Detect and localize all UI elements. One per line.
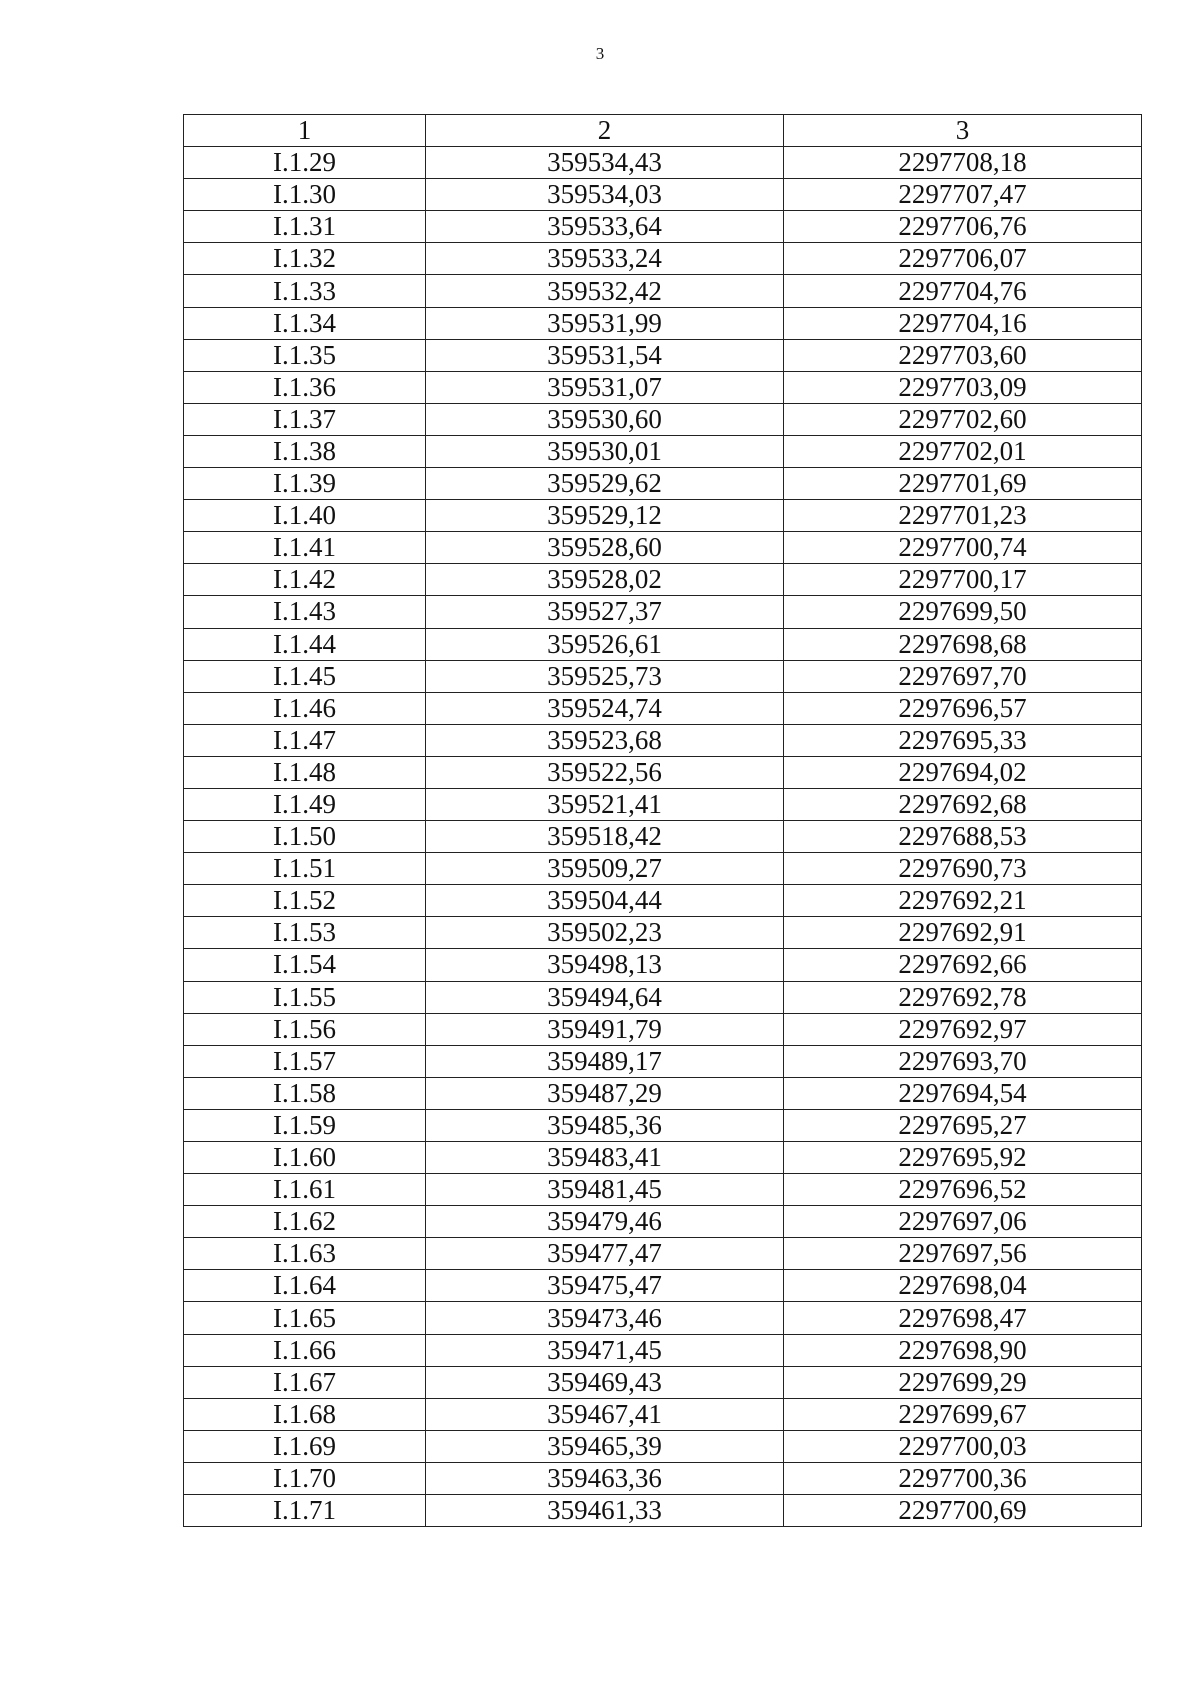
x-coordinate-cell: 359465,39 xyxy=(426,1430,784,1462)
y-coordinate-cell: 2297695,92 xyxy=(784,1142,1142,1174)
point-id-cell: I.1.69 xyxy=(184,1430,426,1462)
column-header-3: 3 xyxy=(784,115,1142,147)
point-id-cell: I.1.43 xyxy=(184,596,426,628)
y-coordinate-cell: 2297702,60 xyxy=(784,403,1142,435)
table-row xyxy=(184,724,1142,756)
point-id-cell: I.1.34 xyxy=(184,307,426,339)
x-coordinate-cell: 359502,23 xyxy=(426,917,784,949)
x-coordinate-cell: 359471,45 xyxy=(426,1334,784,1366)
x-coordinate-cell: 359525,73 xyxy=(426,660,784,692)
y-coordinate-cell: 2297702,01 xyxy=(784,435,1142,467)
table-row xyxy=(184,756,1142,788)
y-coordinate-cell: 2297698,68 xyxy=(784,628,1142,660)
table-row xyxy=(184,1334,1142,1366)
y-coordinate-cell: 2297698,90 xyxy=(784,1334,1142,1366)
table-row xyxy=(184,1142,1142,1174)
x-coordinate-cell: 359534,43 xyxy=(426,147,784,179)
point-id-cell: I.1.62 xyxy=(184,1206,426,1238)
y-coordinate-cell: 2297697,06 xyxy=(784,1206,1142,1238)
point-id-cell: I.1.42 xyxy=(184,564,426,596)
table-row xyxy=(184,1366,1142,1398)
y-coordinate-cell: 2297699,67 xyxy=(784,1398,1142,1430)
y-coordinate-cell: 2297700,74 xyxy=(784,532,1142,564)
table-row xyxy=(184,1430,1142,1462)
point-id-cell: I.1.48 xyxy=(184,756,426,788)
point-id-cell: I.1.50 xyxy=(184,821,426,853)
point-id-cell: I.1.33 xyxy=(184,275,426,307)
table-row xyxy=(184,660,1142,692)
y-coordinate-cell: 2297699,50 xyxy=(784,596,1142,628)
point-id-cell: I.1.49 xyxy=(184,788,426,820)
table-row xyxy=(184,1495,1142,1527)
table-row xyxy=(184,885,1142,917)
x-coordinate-cell: 359533,64 xyxy=(426,211,784,243)
y-coordinate-cell: 2297696,57 xyxy=(784,692,1142,724)
point-id-cell: I.1.40 xyxy=(184,500,426,532)
x-coordinate-cell: 359526,61 xyxy=(426,628,784,660)
table-row xyxy=(184,692,1142,724)
table-row xyxy=(184,1238,1142,1270)
x-coordinate-cell: 359504,44 xyxy=(426,885,784,917)
y-coordinate-cell: 2297696,52 xyxy=(784,1174,1142,1206)
table-row xyxy=(184,403,1142,435)
x-coordinate-cell: 359524,74 xyxy=(426,692,784,724)
table-row xyxy=(184,1045,1142,1077)
x-coordinate-cell: 359463,36 xyxy=(426,1462,784,1494)
table-row xyxy=(184,211,1142,243)
y-coordinate-cell: 2297706,76 xyxy=(784,211,1142,243)
table-row xyxy=(184,628,1142,660)
x-coordinate-cell: 359483,41 xyxy=(426,1142,784,1174)
point-id-cell: I.1.31 xyxy=(184,211,426,243)
point-id-cell: I.1.55 xyxy=(184,981,426,1013)
x-coordinate-cell: 359533,24 xyxy=(426,243,784,275)
table-row xyxy=(184,564,1142,596)
table-row xyxy=(184,179,1142,211)
y-coordinate-cell: 2297692,68 xyxy=(784,788,1142,820)
table-header-row xyxy=(184,115,1142,147)
y-coordinate-cell: 2297692,97 xyxy=(784,1013,1142,1045)
table-row xyxy=(184,1398,1142,1430)
point-id-cell: I.1.38 xyxy=(184,435,426,467)
x-coordinate-cell: 359487,29 xyxy=(426,1077,784,1109)
y-coordinate-cell: 2297692,91 xyxy=(784,917,1142,949)
x-coordinate-cell: 359469,43 xyxy=(426,1366,784,1398)
table-row xyxy=(184,339,1142,371)
point-id-cell: I.1.66 xyxy=(184,1334,426,1366)
x-coordinate-cell: 359491,79 xyxy=(426,1013,784,1045)
x-coordinate-cell: 359528,60 xyxy=(426,532,784,564)
point-id-cell: I.1.56 xyxy=(184,1013,426,1045)
table-row xyxy=(184,532,1142,564)
point-id-cell: I.1.63 xyxy=(184,1238,426,1270)
point-id-cell: I.1.64 xyxy=(184,1270,426,1302)
point-id-cell: I.1.45 xyxy=(184,660,426,692)
point-id-cell: I.1.44 xyxy=(184,628,426,660)
y-coordinate-cell: 2297697,56 xyxy=(784,1238,1142,1270)
x-coordinate-cell: 359477,47 xyxy=(426,1238,784,1270)
x-coordinate-cell: 359531,54 xyxy=(426,339,784,371)
table-row xyxy=(184,371,1142,403)
x-coordinate-cell: 359532,42 xyxy=(426,275,784,307)
x-coordinate-cell: 359530,60 xyxy=(426,403,784,435)
table-row xyxy=(184,981,1142,1013)
x-coordinate-cell: 359473,46 xyxy=(426,1302,784,1334)
table-row xyxy=(184,147,1142,179)
point-id-cell: I.1.71 xyxy=(184,1495,426,1527)
point-id-cell: I.1.70 xyxy=(184,1462,426,1494)
page-number: 3 xyxy=(595,44,605,63)
x-coordinate-cell: 359494,64 xyxy=(426,981,784,1013)
point-id-cell: I.1.59 xyxy=(184,1109,426,1141)
table-row xyxy=(184,1462,1142,1494)
x-coordinate-cell: 359518,42 xyxy=(426,821,784,853)
point-id-cell: I.1.39 xyxy=(184,468,426,500)
point-id-cell: I.1.46 xyxy=(184,692,426,724)
x-coordinate-cell: 359479,46 xyxy=(426,1206,784,1238)
y-coordinate-cell: 2297701,23 xyxy=(784,500,1142,532)
y-coordinate-cell: 2297692,21 xyxy=(784,885,1142,917)
table-row xyxy=(184,307,1142,339)
table-row xyxy=(184,1077,1142,1109)
y-coordinate-cell: 2297700,69 xyxy=(784,1495,1142,1527)
point-id-cell: I.1.57 xyxy=(184,1045,426,1077)
y-coordinate-cell: 2297690,73 xyxy=(784,853,1142,885)
y-coordinate-cell: 2297688,53 xyxy=(784,821,1142,853)
x-coordinate-cell: 359461,33 xyxy=(426,1495,784,1527)
table-row xyxy=(184,435,1142,467)
table-row xyxy=(184,1206,1142,1238)
y-coordinate-cell: 2297692,66 xyxy=(784,949,1142,981)
point-id-cell: I.1.47 xyxy=(184,724,426,756)
x-coordinate-cell: 359475,47 xyxy=(426,1270,784,1302)
point-id-cell: I.1.67 xyxy=(184,1366,426,1398)
point-id-cell: I.1.52 xyxy=(184,885,426,917)
table-row xyxy=(184,1302,1142,1334)
y-coordinate-cell: 2297697,70 xyxy=(784,660,1142,692)
x-coordinate-cell: 359485,36 xyxy=(426,1109,784,1141)
y-coordinate-cell: 2297701,69 xyxy=(784,468,1142,500)
point-id-cell: I.1.53 xyxy=(184,917,426,949)
y-coordinate-cell: 2297699,29 xyxy=(784,1366,1142,1398)
y-coordinate-cell: 2297700,03 xyxy=(784,1430,1142,1462)
table-row xyxy=(184,917,1142,949)
y-coordinate-cell: 2297698,04 xyxy=(784,1270,1142,1302)
x-coordinate-cell: 359522,56 xyxy=(426,756,784,788)
x-coordinate-cell: 359498,13 xyxy=(426,949,784,981)
x-coordinate-cell: 359481,45 xyxy=(426,1174,784,1206)
x-coordinate-cell: 359531,07 xyxy=(426,371,784,403)
table-row xyxy=(184,1109,1142,1141)
y-coordinate-cell: 2297703,09 xyxy=(784,371,1142,403)
table-row xyxy=(184,788,1142,820)
column-header-2: 2 xyxy=(426,115,784,147)
point-id-cell: I.1.60 xyxy=(184,1142,426,1174)
point-id-cell: I.1.32 xyxy=(184,243,426,275)
point-id-cell: I.1.37 xyxy=(184,403,426,435)
table-row xyxy=(184,1174,1142,1206)
table-row xyxy=(184,468,1142,500)
table-row xyxy=(184,500,1142,532)
x-coordinate-cell: 359523,68 xyxy=(426,724,784,756)
y-coordinate-cell: 2297708,18 xyxy=(784,147,1142,179)
x-coordinate-cell: 359527,37 xyxy=(426,596,784,628)
table-row xyxy=(184,821,1142,853)
table-row xyxy=(184,243,1142,275)
column-header-1: 1 xyxy=(184,115,426,147)
y-coordinate-cell: 2297707,47 xyxy=(784,179,1142,211)
x-coordinate-cell: 359529,12 xyxy=(426,500,784,532)
point-id-cell: I.1.58 xyxy=(184,1077,426,1109)
table-row xyxy=(184,1013,1142,1045)
y-coordinate-cell: 2297695,33 xyxy=(784,724,1142,756)
table-row xyxy=(184,275,1142,307)
point-id-cell: I.1.36 xyxy=(184,371,426,403)
x-coordinate-cell: 359489,17 xyxy=(426,1045,784,1077)
y-coordinate-cell: 2297694,02 xyxy=(784,756,1142,788)
point-id-cell: I.1.68 xyxy=(184,1398,426,1430)
y-coordinate-cell: 2297693,70 xyxy=(784,1045,1142,1077)
y-coordinate-cell: 2297700,17 xyxy=(784,564,1142,596)
point-id-cell: I.1.65 xyxy=(184,1302,426,1334)
x-coordinate-cell: 359521,41 xyxy=(426,788,784,820)
point-id-cell: I.1.51 xyxy=(184,853,426,885)
x-coordinate-cell: 359534,03 xyxy=(426,179,784,211)
y-coordinate-cell: 2297692,78 xyxy=(784,981,1142,1013)
x-coordinate-cell: 359509,27 xyxy=(426,853,784,885)
x-coordinate-cell: 359530,01 xyxy=(426,435,784,467)
coordinates-table xyxy=(183,114,1142,1527)
y-coordinate-cell: 2297703,60 xyxy=(784,339,1142,371)
table-row xyxy=(184,1270,1142,1302)
x-coordinate-cell: 359528,02 xyxy=(426,564,784,596)
y-coordinate-cell: 2297706,07 xyxy=(784,243,1142,275)
table-row xyxy=(184,853,1142,885)
table-row xyxy=(184,949,1142,981)
x-coordinate-cell: 359531,99 xyxy=(426,307,784,339)
x-coordinate-cell: 359467,41 xyxy=(426,1398,784,1430)
y-coordinate-cell: 2297695,27 xyxy=(784,1109,1142,1141)
point-id-cell: I.1.30 xyxy=(184,179,426,211)
point-id-cell: I.1.54 xyxy=(184,949,426,981)
table-row xyxy=(184,596,1142,628)
y-coordinate-cell: 2297704,76 xyxy=(784,275,1142,307)
y-coordinate-cell: 2297700,36 xyxy=(784,1462,1142,1494)
point-id-cell: I.1.41 xyxy=(184,532,426,564)
y-coordinate-cell: 2297694,54 xyxy=(784,1077,1142,1109)
y-coordinate-cell: 2297704,16 xyxy=(784,307,1142,339)
table-body xyxy=(184,147,1142,1527)
point-id-cell: I.1.61 xyxy=(184,1174,426,1206)
y-coordinate-cell: 2297698,47 xyxy=(784,1302,1142,1334)
point-id-cell: I.1.35 xyxy=(184,339,426,371)
x-coordinate-cell: 359529,62 xyxy=(426,468,784,500)
point-id-cell: I.1.29 xyxy=(184,147,426,179)
